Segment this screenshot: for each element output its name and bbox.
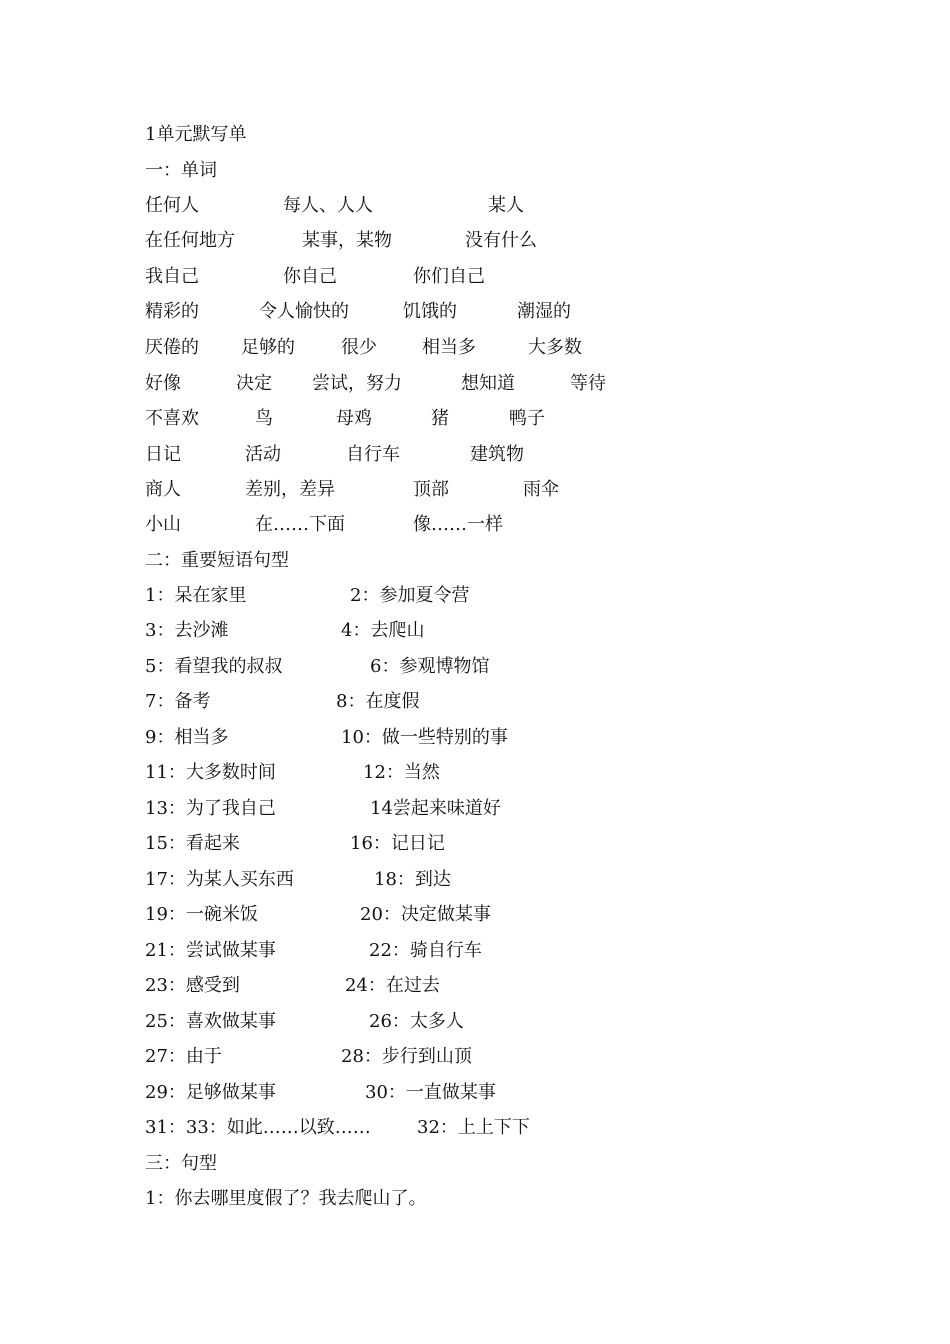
word-item: 顶部: [413, 479, 449, 500]
phrase-item: 30：一直做某事: [365, 1082, 496, 1103]
word-item: 每人、人人: [283, 195, 373, 216]
phrase-item: 27：由于: [145, 1046, 222, 1067]
phrase-item: 9：相当多: [145, 727, 229, 748]
phrase-item: 7：备考: [145, 691, 211, 712]
word-item: 足够的: [241, 337, 295, 358]
word-item: 很少: [341, 337, 377, 358]
word-item: 在任何地方: [145, 230, 235, 251]
word-item: 小山: [145, 514, 181, 535]
word-item: 商人: [145, 479, 181, 500]
word-item: 决定: [236, 373, 272, 394]
phrase-item: 15：看起来: [145, 833, 240, 854]
phrase-item: 11：大多数时间: [145, 762, 276, 783]
word-item: 某人: [488, 195, 524, 216]
word-item: 鸭子: [509, 408, 545, 429]
phrase-item: 10：做一些特别的事: [341, 727, 508, 748]
phrase-item: 4：去爬山: [341, 620, 425, 641]
phrase-item: 21：尝试做某事: [145, 940, 276, 961]
phrase-item: 1：呆在家里: [145, 585, 247, 606]
phrase-item: 23：感受到: [145, 975, 240, 996]
word-item: 精彩的: [145, 301, 199, 322]
phrase-item: 26：太多人: [369, 1011, 464, 1032]
section-heading-phrases: 二：重要短语句型: [145, 550, 289, 571]
phrase-item: 5：看望我的叔叔: [145, 656, 283, 677]
phrase-item: 12：当然: [363, 762, 440, 783]
word-item: 母鸡: [336, 408, 372, 429]
word-item: 某事，某物: [302, 230, 392, 251]
section-heading-sentences: 三：句型: [145, 1153, 217, 1174]
word-item: 想知道: [461, 373, 515, 394]
word-item: 在……下面: [255, 514, 345, 535]
phrase-item: 13：为了我自己: [145, 798, 276, 819]
phrase-item: 8：在度假: [336, 691, 420, 712]
word-item: 我自己: [145, 266, 199, 287]
word-item: 令人愉快的: [259, 301, 349, 322]
word-item: 差别，差异: [245, 479, 335, 500]
word-item: 相当多: [422, 337, 476, 358]
word-item: 你自己: [283, 266, 337, 287]
phrase-item: 28：步行到山顶: [341, 1046, 472, 1067]
phrase-item: 2：参加夏令营: [350, 585, 470, 606]
sentence-item: 1：你去哪里度假了？我去爬山了。: [145, 1188, 427, 1209]
word-item: 建筑物: [470, 444, 524, 465]
word-item: 大多数: [528, 337, 582, 358]
phrase-item: 14尝起来味道好: [370, 798, 501, 819]
word-item: 猪: [431, 408, 449, 429]
phrase-item: 18：到达: [374, 869, 451, 890]
document-title: 1单元默写单: [145, 124, 247, 145]
phrase-item: 32：上上下下: [417, 1117, 530, 1138]
word-item: 任何人: [145, 195, 199, 216]
phrase-item: 19：一碗米饭: [145, 904, 258, 925]
word-item: 尝试，努力: [312, 373, 402, 394]
word-item: 饥饿的: [403, 301, 457, 322]
word-item: 像……一样: [413, 514, 503, 535]
phrase-item: 17：为某人买东西: [145, 869, 294, 890]
word-item: 厌倦的: [145, 337, 199, 358]
word-item: 鸟: [255, 408, 273, 429]
section-heading-words: 一：单词: [145, 160, 217, 181]
word-item: 你们自己: [413, 266, 485, 287]
word-item: 日记: [145, 444, 181, 465]
phrase-item: 25：喜欢做某事: [145, 1011, 276, 1032]
phrase-item: 22：骑自行车: [369, 940, 482, 961]
phrase-item: 24：在过去: [345, 975, 440, 996]
word-item: 雨伞: [523, 479, 559, 500]
word-item: 自行车: [346, 444, 400, 465]
word-item: 活动: [245, 444, 281, 465]
phrase-item: 29：足够做某事: [145, 1082, 276, 1103]
word-item: 没有什么: [465, 230, 537, 251]
phrase-item: 31：33：如此……以致……: [145, 1117, 371, 1138]
phrase-item: 6：参观博物馆: [370, 656, 490, 677]
phrase-item: 3：去沙滩: [145, 620, 229, 641]
phrase-item: 20：决定做某事: [360, 904, 491, 925]
word-item: 好像: [145, 373, 181, 394]
word-item: 不喜欢: [145, 408, 199, 429]
word-item: 潮湿的: [517, 301, 571, 322]
word-item: 等待: [570, 373, 606, 394]
phrase-item: 16：记日记: [350, 833, 445, 854]
